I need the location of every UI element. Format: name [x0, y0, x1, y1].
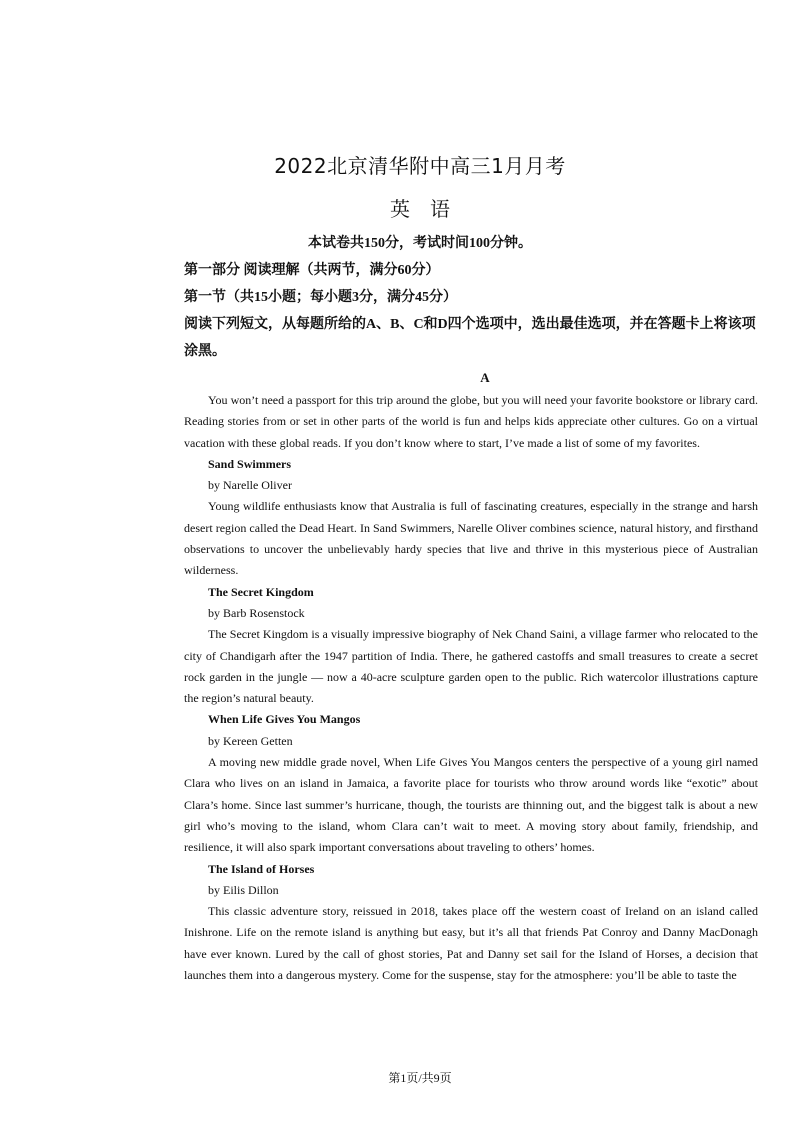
exam-title: 2022北京清华附中高三1月月考 — [274, 154, 566, 178]
directions-text: 阅读下列短文，从每题所给的A、B、C和D四个选项中，选出最佳选项，并在答题卡上将该项涂黑。 — [184, 317, 756, 359]
subject-heading: 英 语 — [390, 197, 450, 221]
book-author: by Barb Rosenstock — [208, 605, 305, 620]
book-title: Sand Swimmers — [208, 456, 292, 471]
passage-body — [184, 390, 758, 986]
passage-letter: A — [480, 370, 490, 385]
book-title: When Life Gives You Mangos — [208, 712, 361, 727]
book-title: The Island of Horses — [208, 861, 315, 876]
book-description: The Secret Kingdom is a visually impressive biography of Nek Chand Saini, a village farmer who relocated to the city of Chandigarh after the 1947 partition of India. There, he gathered castoffs and small treasures to create a secret rock garden in the jungle — now a 40-acre sculpture garden open to the public. Rich watercolor illustrations capture the region’s natural beauty. — [184, 627, 758, 706]
book-author: by Narelle Oliver — [208, 478, 292, 493]
book-description: Young wildlife enthusiasts know that Australia is full of fascinating creatures, especially in the strange and harsh desert region called the Dead Heart. In Sand Swimmers, Narelle Oliver combines science, natural history, and firsthand observations to uncover the unbelievably hardy species that live and thrive in this mysterious piece of Australian wilderness. — [184, 499, 758, 578]
section-heading: 第一节（共15小题；每小题3分，满分45分） — [184, 290, 457, 305]
book-description: This classic adventure story, reissued in 2018, takes place off the western coast of Ireland on an island called Inishrone. Life on the remote island is anything but easy, but it’s all that friends Pat Conroy and Danny MacDonagh have ever known. Lured by the call of ghost stories, Pat and Danny set sail for the Island of Horses, a decision that launches them into a dangerous mystery. Come for the suspense, stay for the atmosphere: you’ll be able to taste the — [184, 904, 758, 983]
book-description: A moving new middle grade novel, When Life Gives You Mangos centers the perspective of a young girl named Clara who lives on an island in Jamaica, a favorite place for tourists who throw around words like “exotic” about Clara’s home. Since last summer’s hurricane, though, the tourists are thinning out, and the biggest talk is about a new girl who’s moving to the island, whom Clara can’t wait to meet. A moving story about family, friendship, and resilience, it will also spark important conversations about traveling to others’ homes. — [184, 755, 758, 855]
page-indicator: 第1页/共9页 — [388, 1071, 452, 1085]
book-author: by Eilis Dillon — [208, 882, 279, 897]
exam-info: 本试卷共150分，考试时间100分钟。 — [308, 236, 532, 251]
book-author: by Kereen Getten — [208, 733, 293, 748]
part-heading: 第一部分 阅读理解（共两节，满分60分） — [184, 263, 440, 278]
passage-intro: You won’t need a passport for this trip around the globe, but you will need your favorite bookstore or library card. Reading stories from or set in other parts of the world is fun and helps kids appreciate other cultures. Go on a virtual vacation with these global reads. If you don’t know where to start, I’ve made a list of some of my favorites. — [184, 393, 758, 450]
book-title: The Secret Kingdom — [208, 584, 314, 599]
